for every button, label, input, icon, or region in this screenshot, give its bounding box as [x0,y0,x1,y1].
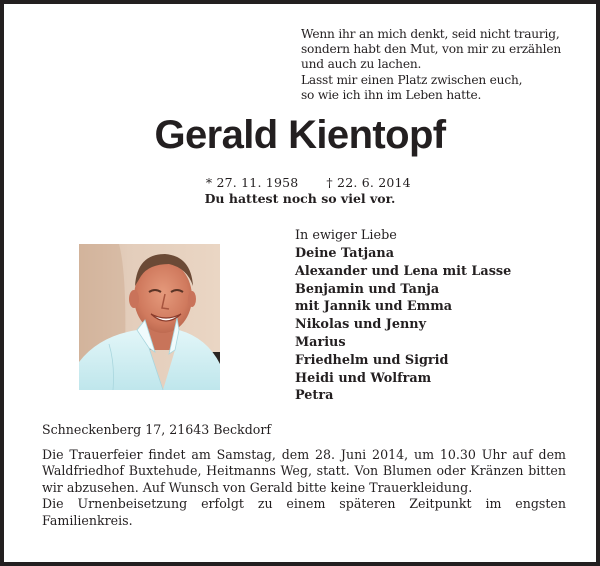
funeral-notice [42,447,566,529]
family-list [295,227,511,405]
poem [301,27,561,103]
family-member: Marius [295,334,346,350]
family-member: Friedhelm und Sigrid [295,352,449,368]
family-member: Alexander und Lena mit Lasse [295,263,512,279]
portrait-photo [79,244,220,390]
poem-line: so wie ich ihn im Leben hatte. [301,87,482,102]
motto: Du hattest noch so viel vor. [204,191,396,206]
family-member: Heidi und Wolfram [295,370,432,386]
notice-paragraph: Die Urnenbeisetzung erfolgt zu einem späteren Zeitpunkt im engsten Familienkreis. [42,496,566,528]
birth-date: * 27. 11. 1958 [205,175,299,190]
poem-line: sondern habt den Mut, von mir zu erzählen [301,42,561,57]
family-member: Benjamin und Tanja [295,281,440,297]
notice-paragraph: Die Trauerfeier findet am Samstag, dem 28. Juni 2014, um 10.30 Uhr auf dem Waldfriedhof Buxtehude, Heitmanns Weg, statt. Von Blumen oder Kränzen bitten wir abzusehen. Auf Wunsch von Gerald bitte keine Trauerkleidung. [42,447,566,495]
address: Schneckenberg 17, 21643 Beckdorf [42,422,272,437]
family-member: Nikolas und Jenny [295,317,427,333]
family-member: Deine Tatjana [295,246,395,261]
family-intro: In ewiger Liebe [295,228,397,243]
family-member: mit Jannik und Emma [295,299,453,315]
family-member: Petra [295,388,334,404]
poem-line: Wenn ihr an mich denkt, seid nicht traurig, [301,27,560,41]
poem-line: und auch zu lachen. [301,57,422,72]
deceased-name: Gerald Kientopf [154,113,446,157]
death-date: † 22. 6. 2014 [326,175,411,190]
portrait-image [79,244,220,390]
poem-line: Lasst mir einen Platz zwischen euch, [301,72,523,87]
